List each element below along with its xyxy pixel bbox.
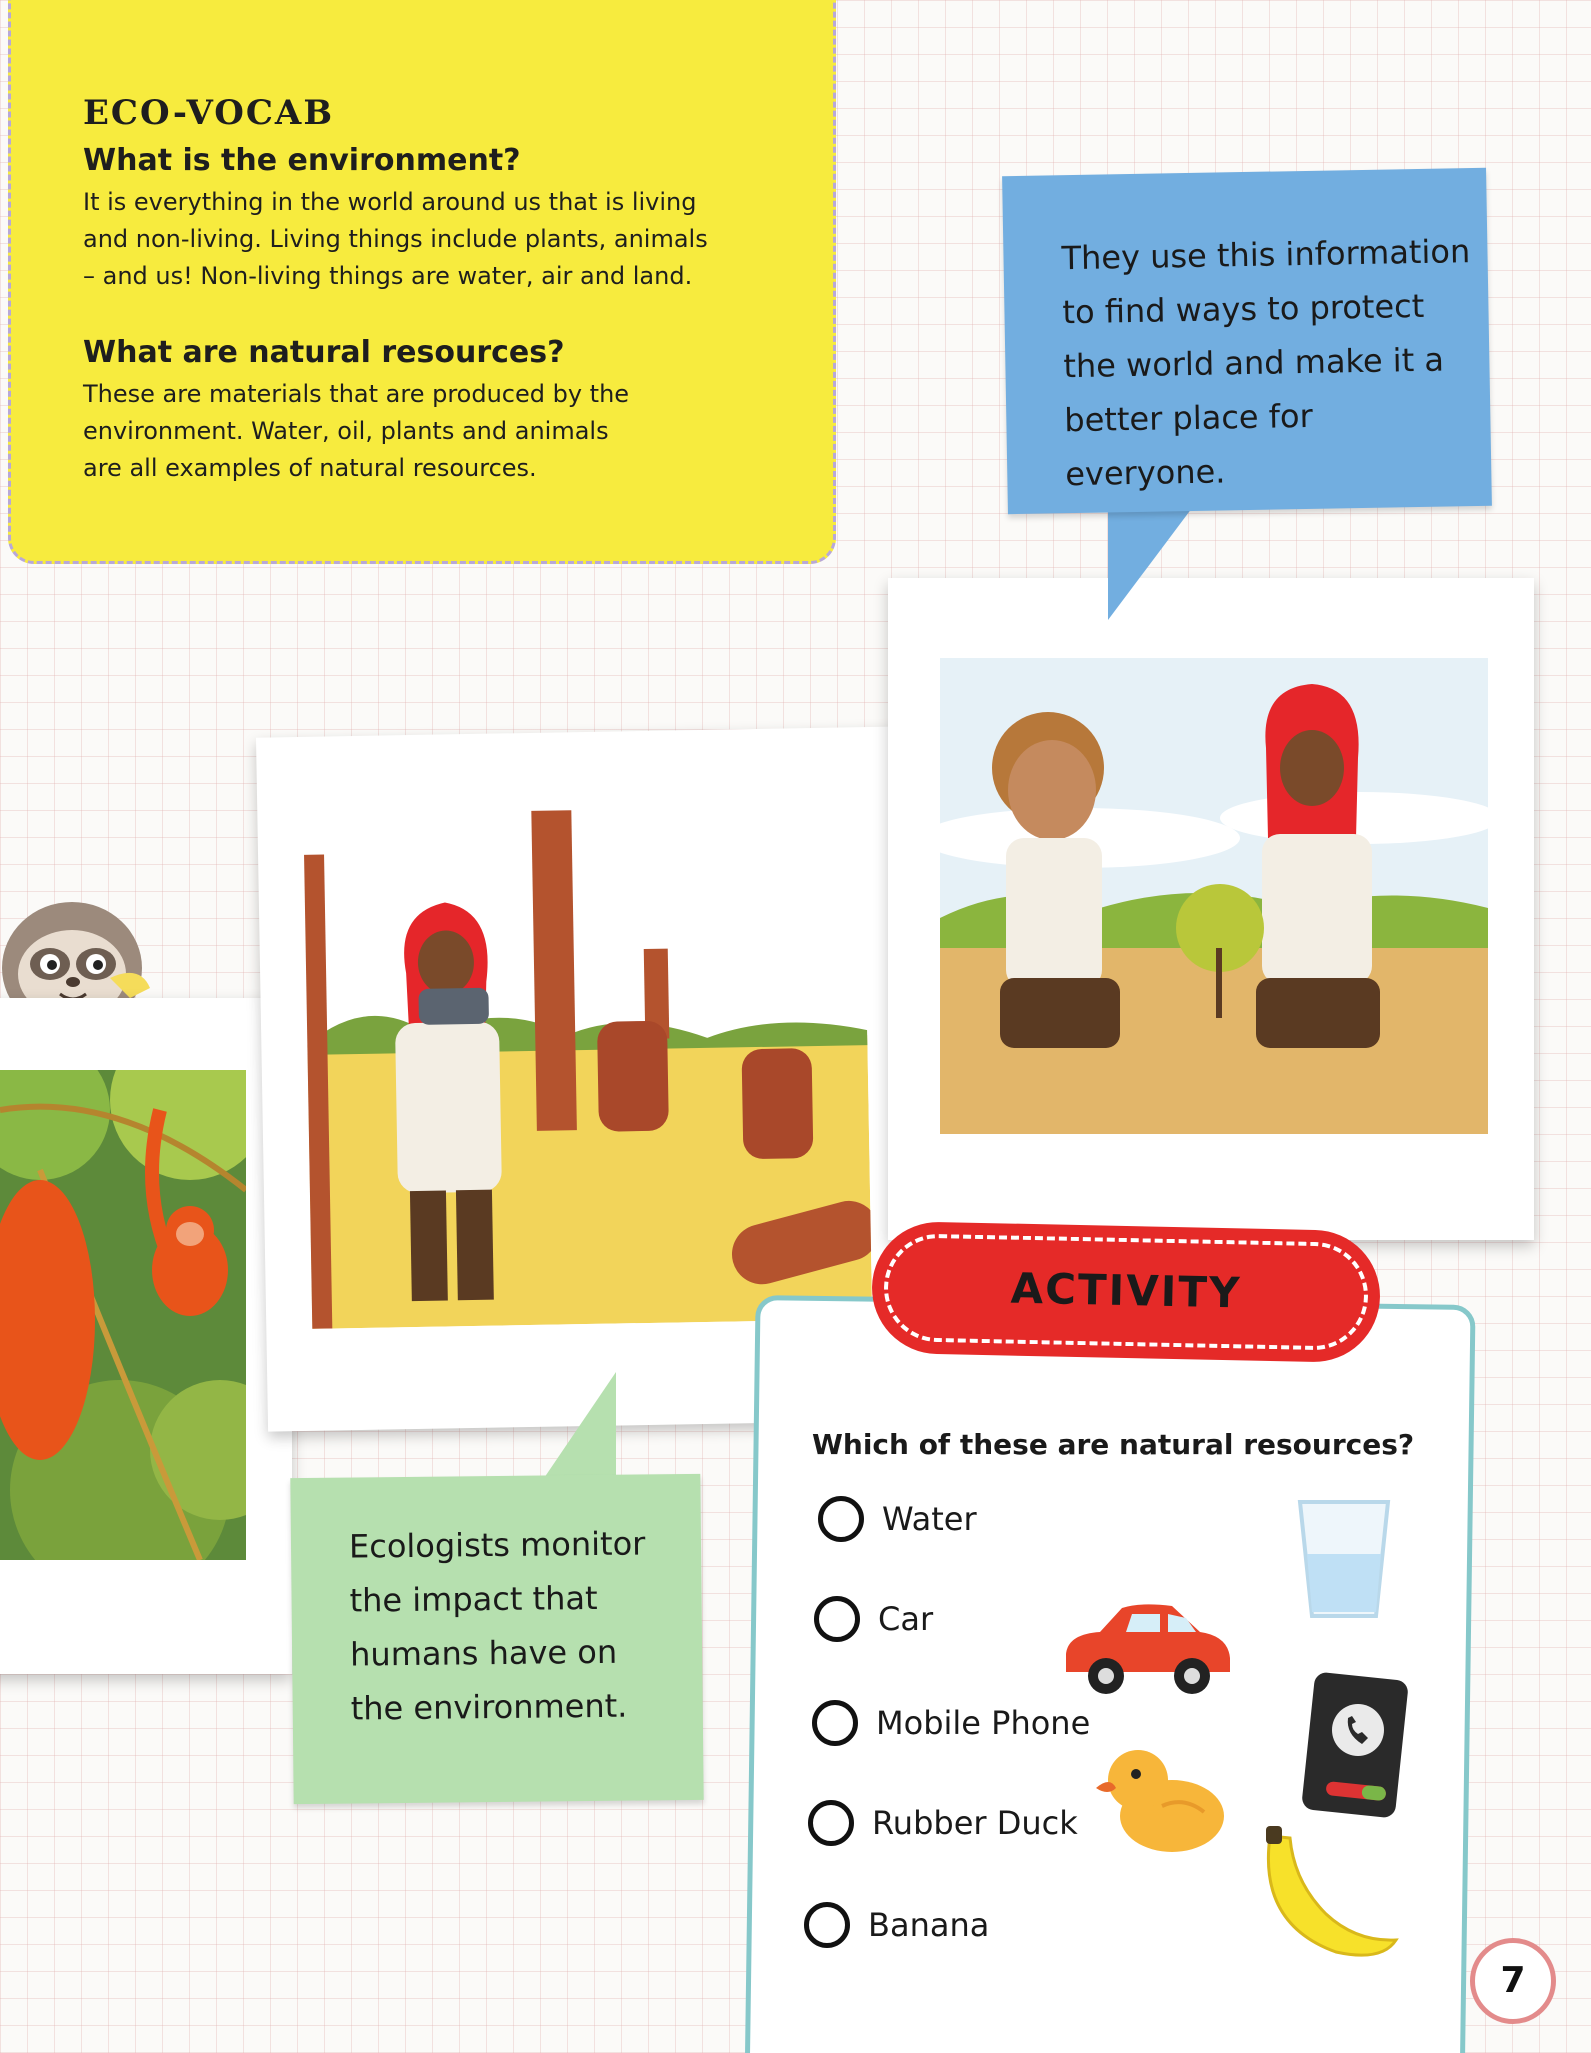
vocab-answer-line: are all examples of natural resources.: [83, 454, 537, 482]
photo-planting-tree: [888, 578, 1534, 1240]
vocab-question-environment: What is the environment?: [83, 143, 521, 178]
vocab-question-resources: What are natural resources?: [83, 335, 565, 370]
radio-button[interactable]: [818, 1496, 864, 1542]
deforestation-illustration: [303, 785, 872, 1329]
option-label: Car: [878, 1600, 934, 1638]
photo-orangutans: [0, 998, 292, 1674]
vocab-answer-line: environment. Water, oil, plants and animals: [83, 417, 609, 445]
car-icon: [1060, 1598, 1236, 1698]
bubble-line: Ecologists monitor: [348, 1524, 646, 1566]
radio-button[interactable]: [814, 1596, 860, 1642]
page-number: 7: [1470, 1938, 1556, 2024]
glass-of-water-icon: [1296, 1492, 1392, 1622]
option-label: Banana: [868, 1906, 990, 1944]
blue-bubble-tail: [1108, 500, 1198, 620]
bubble-line: the impact that: [349, 1578, 598, 1620]
option-mobile-phone[interactable]: [812, 1700, 1090, 1746]
bubble-line: to find ways to protect: [1062, 286, 1425, 332]
vocab-heading: ECO-VOCAB: [83, 93, 335, 133]
mobile-phone-icon: [1302, 1672, 1408, 1818]
bubble-line: the world and make it a: [1063, 340, 1445, 386]
activity-question: Which of these are natural resources?: [812, 1428, 1415, 1461]
option-rubber-duck[interactable]: [808, 1800, 1078, 1846]
radio-button[interactable]: [808, 1800, 854, 1846]
option-label: Water: [882, 1500, 977, 1538]
radio-button[interactable]: [804, 1902, 850, 1948]
green-bubble-tail: [540, 1372, 616, 1484]
bubble-line: humans have on: [349, 1632, 618, 1674]
rubber-duck-icon: [1092, 1736, 1228, 1856]
radio-button[interactable]: [812, 1700, 858, 1746]
vocab-answer-line: – and us! Non-living things are water, air and land.: [83, 262, 693, 290]
option-water[interactable]: [818, 1496, 977, 1542]
sloth-illustration: [0, 878, 160, 1008]
option-label: Rubber Duck: [872, 1804, 1078, 1842]
blue-speech-bubble: [1002, 168, 1492, 514]
orangutan-forest-illustration: [0, 1070, 246, 1560]
option-car[interactable]: [814, 1596, 933, 1642]
planting-tree-illustration: [940, 658, 1488, 1134]
vocab-answer-line: It is everything in the world around us that is living: [83, 188, 697, 216]
bubble-line: better place for everyone.: [1064, 396, 1314, 494]
banana-icon: [1256, 1824, 1402, 1964]
activity-label: ACTIVITY: [1010, 1263, 1242, 1318]
vocab-answer-line: and non-living. Living things include plants, animals: [83, 225, 708, 253]
vocab-answer-line: These are materials that are produced by the: [83, 380, 630, 408]
eco-vocab-box: [8, 0, 836, 564]
green-speech-bubble: [290, 1474, 703, 1804]
activity-label-badge: [871, 1221, 1382, 1364]
option-banana[interactable]: [804, 1902, 989, 1948]
bubble-line: They use this information: [1061, 232, 1471, 278]
option-label: Mobile Phone: [876, 1704, 1091, 1742]
bubble-line: the environment.: [350, 1686, 628, 1728]
